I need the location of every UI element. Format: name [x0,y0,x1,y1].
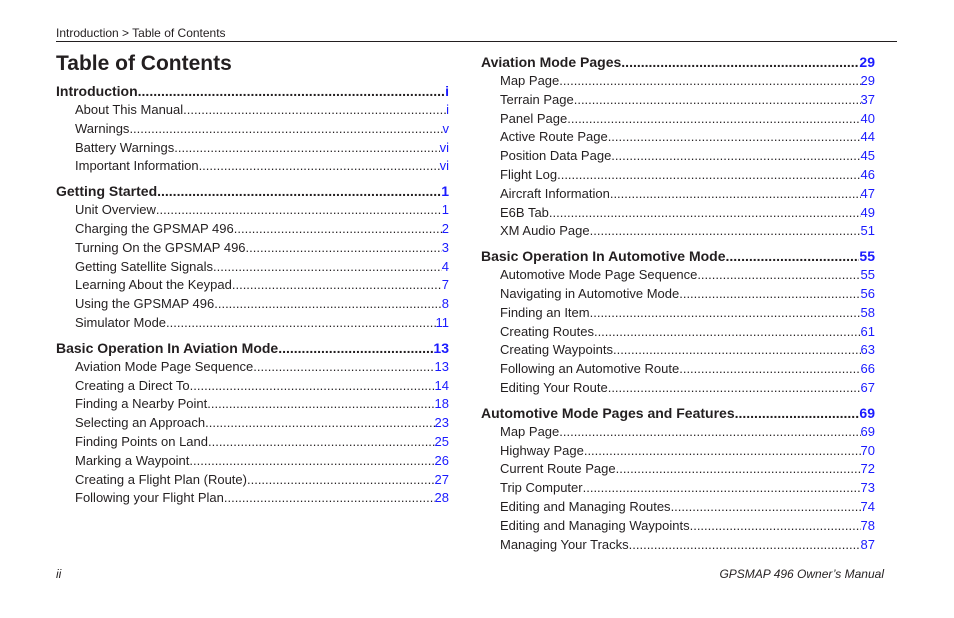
toc-page-link[interactable]: 55 [860,267,875,283]
dot-leader [671,498,861,517]
toc-entry[interactable] [481,147,875,166]
dot-leader [629,536,861,555]
toc-page-link[interactable]: 56 [860,285,875,301]
dot-leader [679,360,860,379]
toc-page-link[interactable]: 74 [860,498,875,514]
dot-leader [557,166,860,185]
toc-page-link[interactable]: 29 [860,73,875,88]
dot-leader [189,452,434,471]
toc-page-link[interactable]: 63 [860,342,875,358]
dot-leader [183,101,446,120]
toc-page-link[interactable]: 70 [860,442,875,458]
toc-entry-label: Following your Flight Plan [75,490,224,506]
section-heading-label: Basic Operation In Aviation Mode [56,339,279,356]
toc-entry-label: Highway Page [500,442,584,458]
dot-leader [190,377,435,396]
toc-entry-label: Trip Computer [500,480,583,496]
toc-page-link[interactable]: 4 [441,258,449,274]
toc-entry[interactable] [481,360,875,379]
dot-leader [697,266,860,285]
toc-page-link[interactable]: 73 [860,480,875,496]
toc-page-link[interactable]: vi [439,158,449,174]
toc-entry[interactable] [56,452,449,471]
dot-leader [213,258,442,277]
toc-page-link[interactable]: 7 [441,277,449,293]
toc-page-link[interactable]: 44 [860,129,875,145]
toc-page-link[interactable]: 2 [441,220,449,236]
dot-leader [567,110,860,129]
toc-page-link[interactable]: i [446,102,449,117]
toc-section [56,82,449,176]
toc-entry-label: Simulator Mode [75,314,167,330]
toc-page-link[interactable]: 40 [860,110,875,126]
dot-leader [232,276,442,295]
toc-page-link[interactable]: 27 [434,471,449,487]
toc-entry[interactable] [481,304,875,323]
toc-left-column [56,82,449,514]
toc-entry-label: Position Data Page [500,148,612,164]
toc-entry-label: Turning On the GPSMAP 496 [75,239,246,255]
section-heading-label: Getting Started [56,183,158,200]
dot-leader [157,182,441,201]
toc-entry-label: Terrain Page [500,91,574,107]
toc-entry[interactable] [481,536,875,555]
toc-entry-label: Panel Page [500,110,568,126]
dot-leader [610,185,861,204]
toc-entry[interactable] [56,489,449,508]
toc-entry[interactable] [56,101,449,120]
dot-leader [574,91,861,110]
toc-section [481,247,875,398]
toc-entry-label: Using the GPSMAP 496 [75,296,215,312]
header-divider [56,41,897,42]
toc-section-heading[interactable] [481,404,875,423]
dot-leader [278,339,433,358]
toc-section [56,182,449,333]
toc-section-heading[interactable] [481,247,875,266]
toc-page-link[interactable]: 72 [860,461,875,477]
toc-entry-label: XM Audio Page [500,223,590,239]
toc-page-link[interactable]: 67 [860,379,875,395]
toc-entry[interactable] [481,323,875,342]
toc-page-link[interactable]: v [442,120,449,136]
toc-page-link[interactable]: 3 [441,239,449,255]
dot-leader [234,220,442,239]
toc-entry-label: Managing Your Tracks [500,536,629,552]
toc-entry[interactable] [481,498,875,517]
dot-leader [559,423,860,442]
breadcrumb: Introduction > Table of Contents [56,26,226,40]
section-page-link[interactable]: 69 [859,404,875,421]
toc-entry-label: About This Manual [75,102,184,117]
dot-leader [246,239,442,258]
dot-leader [129,120,442,139]
toc-entry-label: Selecting an Approach [75,415,206,431]
toc-section [481,404,875,555]
dot-leader [208,433,435,452]
toc-entry-label: Learning About the Keypad [75,277,232,293]
dot-leader [726,247,860,266]
dot-leader [690,517,861,536]
toc-entry[interactable] [56,395,449,414]
toc-entry-label: Active Route Page [500,129,608,145]
toc-section-heading[interactable] [56,182,449,201]
dot-leader [583,479,861,498]
toc-page-link[interactable]: 58 [860,304,875,320]
dot-leader [621,53,859,72]
toc-entry-label: Getting Satellite Signals [75,258,214,274]
toc-page-link[interactable]: 69 [860,423,875,439]
toc-entry-label: Creating Waypoints [500,342,613,358]
toc-entry-label: Creating Routes [500,323,594,339]
toc-right-column [481,53,875,560]
section-page-link[interactable]: 29 [859,54,875,70]
toc-entry[interactable] [481,479,875,498]
dot-leader [735,404,860,423]
toc-entry[interactable] [481,222,875,241]
dot-leader [156,201,442,220]
toc-entry-label: Editing and Managing Routes [500,498,671,514]
toc-entry-label: Unit Overview [75,202,156,218]
dot-leader [253,358,434,377]
toc-entry[interactable] [481,91,875,110]
toc-entry[interactable] [56,358,449,377]
footer-manual-name: GPSMAP 496 Owner’s Manual [719,567,884,581]
toc-entry-label: Warnings [75,120,130,136]
toc-entry-label: Editing Your Route [500,379,608,395]
toc-entry[interactable] [481,341,875,360]
dot-leader [559,72,860,91]
toc-entry[interactable] [56,433,449,452]
toc-page-link[interactable]: 47 [860,185,875,201]
toc-entry-label: Map Page [500,423,560,439]
toc-entry[interactable] [56,314,449,333]
toc-page-link[interactable]: 51 [860,223,875,239]
dot-leader [590,304,861,323]
toc-entry-label: Aviation Mode Page Sequence [75,358,254,374]
toc-page-link[interactable]: 1 [441,202,449,218]
toc-entry-label: Flight Log [500,166,558,182]
toc-entry-label: Finding Points on Land [75,433,208,449]
toc-entry[interactable] [481,285,875,304]
toc-entry[interactable] [56,471,449,490]
toc-entry[interactable] [56,220,449,239]
dot-leader [608,379,861,398]
toc-entry-label: Current Route Page [500,461,616,477]
dot-leader [166,314,435,333]
toc-entry-label: Automotive Mode Page Sequence [500,267,698,283]
toc-entry-label: Map Page [500,73,560,88]
dot-leader [608,128,861,147]
toc-page-link[interactable]: 25 [434,433,449,449]
toc-entry[interactable] [481,442,875,461]
toc-entry-label: Navigating in Automotive Mode [500,285,680,301]
toc-section [56,339,449,508]
toc-entry[interactable] [481,517,875,536]
dot-leader [616,460,861,479]
toc-entry[interactable] [481,110,875,129]
toc-entry-label: Important Information [75,158,199,174]
toc-entry[interactable] [56,258,449,277]
toc-entry[interactable] [481,379,875,398]
toc-entry-label: Finding a Nearby Point [75,396,208,412]
dot-leader [205,414,434,433]
toc-page-link[interactable]: 28 [434,490,449,506]
toc-page-link[interactable]: 49 [860,204,875,220]
dot-leader [207,395,434,414]
dot-leader [199,157,440,176]
toc-page-link[interactable]: 18 [434,396,449,412]
dot-leader [679,285,860,304]
dot-leader [549,204,861,223]
toc-page-link[interactable]: 46 [860,166,875,182]
section-heading-label: Automotive Mode Pages and Features [481,404,735,421]
toc-entry-label: Aircraft Information [500,185,610,201]
toc-entry[interactable] [481,72,875,91]
dot-leader [611,147,860,166]
toc-entry[interactable] [481,185,875,204]
toc-entry[interactable] [481,266,875,285]
toc-page-link[interactable]: 14 [434,377,449,393]
toc-page-link[interactable]: 61 [860,323,875,339]
toc-entry[interactable] [481,166,875,185]
toc-page-link[interactable]: 8 [441,296,449,312]
toc-entry-label: Creating a Direct To [75,377,190,393]
toc-entry[interactable] [56,157,449,176]
dot-leader [594,323,861,342]
toc-entry-label: E6B Tab [500,204,549,220]
toc-page-link[interactable]: 26 [434,452,449,468]
toc-entry-label: Editing and Managing Waypoints [500,517,690,533]
toc-entry[interactable] [481,128,875,147]
dot-leader [214,295,442,314]
toc-page-link[interactable]: vi [439,139,449,155]
toc-page-link[interactable]: 11 [435,314,449,330]
toc-page-link[interactable]: 13 [434,358,449,374]
toc-page-link[interactable]: 45 [860,148,875,164]
toc-entry-label: Marking a Waypoint [75,452,190,468]
toc-entry[interactable] [481,423,875,442]
dot-leader [138,82,445,101]
dot-leader [584,442,861,461]
toc-entry[interactable] [56,139,449,158]
toc-section-heading[interactable] [56,82,449,101]
toc-entry-label: Following an Automotive Route [500,361,680,377]
dot-leader [613,341,861,360]
toc-entry-label: Creating a Flight Plan (Route) [75,471,247,487]
toc-section-heading[interactable] [481,53,875,72]
toc-entry[interactable] [56,377,449,396]
page-title: Table of Contents [56,52,232,75]
toc-page-link[interactable]: 66 [860,361,875,377]
toc-entry-label: Charging the GPSMAP 496 [75,220,234,236]
toc-entry[interactable] [56,239,449,258]
dot-leader [174,139,439,158]
toc-section-heading[interactable] [56,339,449,358]
footer-page-number: ii [56,567,62,581]
toc-page-link[interactable]: 23 [434,415,449,431]
toc-entry[interactable] [481,460,875,479]
toc-page-link[interactable]: 87 [860,536,875,552]
section-heading-label: Aviation Mode Pages [481,54,622,70]
section-page-link[interactable]: 13 [433,339,449,356]
toc-page-link[interactable]: 78 [860,517,875,533]
toc-entry[interactable] [56,201,449,220]
section-heading-label: Introduction [56,83,138,99]
toc-entry-label: Finding an Item [500,304,590,320]
dot-leader [247,471,435,490]
section-page-link[interactable]: i [445,83,449,99]
dot-leader [224,489,435,508]
toc-entry[interactable] [481,204,875,223]
toc-entry[interactable] [56,276,449,295]
toc-entry[interactable] [56,414,449,433]
toc-entry[interactable] [56,295,449,314]
toc-entry-label: Battery Warnings [75,139,175,155]
section-page-link[interactable]: 1 [441,183,449,200]
toc-page-link[interactable]: 37 [860,91,875,107]
toc-entry[interactable] [56,120,449,139]
section-page-link[interactable]: 55 [859,248,875,265]
dot-leader [590,222,861,241]
toc-section [481,53,875,241]
section-heading-label: Basic Operation In Automotive Mode [481,248,726,265]
